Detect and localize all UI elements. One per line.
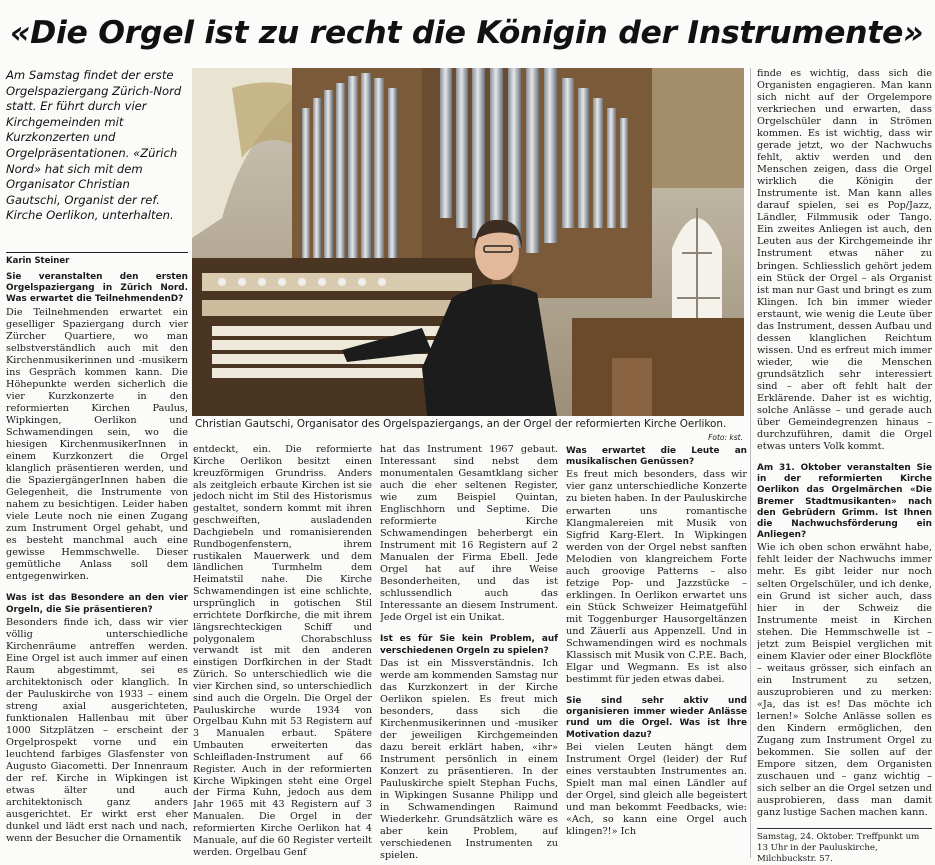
author-name: Karin Steiner — [6, 256, 70, 266]
answer-paragraph: finde es wichtig, dass sich die Organisten engagieren. Man kann sich nicht auf der Orgelempore verkriechen und erwarten, dass Orgelschüler dann in Strömen kommen. Es ist wichtig, dass wir gerade jetzt, wo der Nachwuchs fehlt, aktiv werden und den Menschen zeigen, dass die Orgel wirklich die Königin der Instrumente ist. Man kann alles darauf spielen, sei es Pop/Jazz, Ländler, Filmmusik oder Tango. Ein zweites Anliegen ist auch, den Leuten aus der Kirchgemeinde ihr Instrument etwas näher zu bringen. Schliesslich gehört jedem ein Stück der Orgel – als Organist ist man nur Gast und bringt es zum Klingen. Ich bin immer wieder erstaunt, wie wenig die Leute über das Instrument, dessen Aufbau und dessen klanglichen Reichtum wissen. Und es erfreut mich immer wieder, wie die Menschen grundsätzlich sehr interessiert sind – aber oft fehlt halt der Erklärende. Daher ist es wichtig, solche Anlässe – und gerade auch über Gemeindegrenzen hinaus – durchzuführen, damit die Orgel etwas unters Volk kommt. — [757, 68, 932, 452]
answer-paragraph: entdeckt, ein. Die reformierte Kirche Oerlikon besitzt einen kreuzförmigen Grundriss. Anders als zeitgleich erbaute Kirchen ist sie jedoch nicht im Stil des Historismus gestaltet, sondern kommt mit ihren geschweiften, ausladenden Dachgiebeln und romanisierenden Rundbogenfenstern, ihrem rustikalen Mauerwerk und dem ländlichen Turmhelm dem Heimatstil nahe. Die Kirche Schwamendingen ist eine schlichte, ursprünglich in gotischen Stil errichtete Dorfkirche, die mit ihrem längsrechteckigen Schiff und polygonalem Chorabschluss verwandt ist mit den anderen einstigen Dorfkirchen in der Stadt Zürich. So unterschiedlich wie die vier Kirchen sind, so unterschiedlich sind auch die Orgeln. Die Orgel der Pauluskirche wurde 1934 von Orgelbau Kuhn mit 53 Registern auf 3 Manualen erbaut. Spätere Umbauten erweiterten das Schleifladen-Instrument auf 66 Register. Auch in der reformierten Kirche Wipkingen steht eine Orgel der Firma Kuhn, jedoch aus dem Jahr 1965 mit 43 Registern auf 3 Manualen. Die Orgel in der reformierten Kirche Oerlikon hat 4 Manuale, auf die 60 Register verteilt werden. Orgelbau Genf — [193, 444, 372, 858]
question-heading: Sie sind sehr aktiv und organisieren immer wieder Anlässe rund um die Orgel. Was ist Ihre Motivation dazu? — [566, 695, 747, 740]
photo-credit: Foto: kst. — [708, 433, 743, 442]
article-title: «Die Orgel ist zu recht die Königin der Instrumente» — [10, 15, 924, 51]
answer-paragraph: Die Teilnehmenden erwartet ein geselliger Spaziergang durch vier Zürcher Quartiere, wo man selbstverständlich auch mit den Kirchenmusikerinnen und -musikern ins Gespräch kommen kann. Die Höhepunkte werden sicherlich die vier Kurzkonzerte in den reformierten Kirchen Paulus, Wipkingen, Oerlikon und Schwamendingen sein, wo die hiesigen KirchenmusikerInnen in einem Kurzkonzert die Orgel klanglich präsentieren werden, und die SpaziergängerInnen haben die Gelegenheit, die Instrumente von nahem zu besichtigen. Leider haben viele Leute noch nie einen Zugang zum Instrument Orgel gehabt, und es besteht manchmal auch eine gewisse Hemmschwelle. Dieser gemütliche Anlass soll dem entgegenwirken. — [6, 306, 188, 583]
text-column-4 — [566, 444, 747, 865]
question-heading: Was erwartet die Leute an musikalischen Genüssen? — [566, 446, 747, 468]
text-column-1 — [6, 270, 188, 865]
photo-caption-text: Christian Gautschi, Organisator des Orgelspaziergangs, an der Orgel der reformierten Kirche Oerlikon. — [195, 418, 727, 430]
answer-paragraph: Bei vielen Leuten hängt dem Instrument Orgel (leider) der Ruf eines verstaubten Instrumentes an. Spielt man mal einen Ländler auf der Orgel, sind gleich alle begeistert und man bekommt Feedbacks, wie: «Ach, so kann eine Orgel auch klingen?!» Ich — [566, 741, 747, 837]
lead-divider — [6, 252, 188, 253]
article-lead: Am Samstag findet der erste Orgelspaziergang Zürich-Nord statt. Er führt durch vier Kirchgemeinden mit Kurzkonzerten und Orgelpräsentationen. «Zürich Nord» hat sich mit dem Organisator Christian Gautschi, Organist der ref. Kirche Oerlikon, unterhalten. — [6, 68, 182, 223]
organ-photo — [192, 68, 744, 416]
event-info-box: Samstag, 24. Oktober. Treffpunkt um 13 Uhr in der Pauluskirche, Milchbuckstr. 57. — [757, 828, 932, 865]
question-heading: Sie veranstalten den ersten Orgelspaziergang in Zürich Nord. Was erwartet die TeilnehmendenD? — [6, 272, 188, 305]
question-heading: Am 31. Oktober veranstalten Sie in der reformierten Kirche Oerlikon das Orgelmärchen «Die Bremer Stadtmusikanten» nach den Gebrüdern Grimm. Ist Ihnen die Nachwuchsförderung ein Anliegen? — [757, 463, 932, 541]
text-column-5 — [757, 68, 932, 826]
answer-paragraph: Es freut mich besonders, dass wir vier ganz unterschiedliche Konzerte zu bieten haben. In der Pauluskirche erwarten uns romantische Klangmalereien mit Musik von Sigfrid Karg-Elert. In Wipkingen werden von der Orgel nebst sanften Melodien von klangreichem Forte auch groovige Patterns – also fetzige Pop- und Jazzstücke – erklingen. In Oerlikon erwartet uns ein Stück Schweizer Heimatgefühl mit Toggenburger Hausorgeltänzen und Zäuerli aus Appenzell. Und in Schwamendingen wird es nochmals Klassisch mit Musik von C.P.E. Bach, Elgar und Wegmann. Es ist also bestimmt für jeden etwas dabei. — [566, 469, 747, 685]
question-heading: Was ist das Besondere an den vier Orgeln, die Sie präsentieren? — [6, 593, 188, 615]
column-divider — [750, 68, 751, 858]
text-column-3 — [380, 444, 558, 865]
text-column-2 — [193, 444, 372, 865]
answer-paragraph: Besonders finde ich, dass wir vier völlig unterschiedliche Kirchenräume antreffen werden. Eine Orgel ist auch immer auf einen Raum abgestimmt, sei es architektonisch oder klanglich. In der Pauluskirche von 1933 – einem streng axial ausgerichteten, funktionalen Hallenbau mit über 1000 Sitzplätzen – erscheint der Orgelprospekt vorne und ein leuchtend farbiges Glasfenster von Augusto Giacometti. Der Innenraum der ref. Kirche in Wipkingen ist etwas älter und auch architektonisch ganz anders ausgerichtet. Er wirkt erst eher dunkel und lädt erst nach und nach, wenn der Besucher die Ornamentik — [6, 616, 188, 845]
photo-caption — [195, 418, 743, 444]
answer-paragraph: hat das Instrument 1967 gebaut. Interessant sind nebst dem monumentalen Gesamtklang sicher auch die eher seltenen Register, wie zum Beispiel Quintan, Englischhorn und Septime. Die reformierte Kirche Schwamendingen beherbergt ein Instrument mit 16 Registern auf 2 Manualen der Firma Ebell. Jede Orgel hat auf ihre Weise Besonderheiten, und das ist schlussendlich auch das Interessante an diesem Instrument. Jede Orgel ist ein Unikat. — [380, 444, 558, 624]
answer-paragraph: Wie ich oben schon erwähnt habe, fehlt leider der Nachwuchs immer mehr. Es gibt leider nur noch selten Orgelschüler, und ich denke, ein Grund ist sicher auch, dass hier in der Schweiz die Instrumente meist in Kirchen stehen. Die Hemmschwelle ist – jetzt zum Beispiel verglichen mit einem Klavier oder einer Blockflöte – weitaus grösser, sich einfach an ein Instrument zu setzen, auszuprobieren und zu merken: «Ja, das ist es! Das möchte ich lernen!» Solche Anlässe sollen es den Kindern ermöglichen, den Zugang zum Instrument Orgel zu bekommen. Sie sollen auf der Empore sitzen, dem Organisten zuschauen und – ganz wichtig – sich selber an die Orgel setzen und ausprobieren, dass man damit ganz lustige Sachen machen kann. — [757, 542, 932, 819]
question-heading: Ist es für Sie kein Problem, auf verschiedenen Orgeln zu spielen? — [380, 634, 558, 656]
answer-paragraph: Das ist ein Missverständnis. Ich werde am kommenden Samstag nur das Kurzkonzert in der Kirche Oerlikon spielen. Es freut mich besonders, dass sich die Kirchenmusikerinnen und -musiker der jeweiligen Kirchgemeinden dazu bereit erklärt haben, «ihr» Instrument persönlich in einem Konzert zu präsentieren. In der Pauluskirche spielt Stephan Fuchs, in Wipkingen Susanne Philipp und in Schwamendingen Raimund Wiederkehr. Grundsätzlich wäre es aber kein Problem, auf verschiedenen Instrumenten zu spielen. — [380, 657, 558, 862]
